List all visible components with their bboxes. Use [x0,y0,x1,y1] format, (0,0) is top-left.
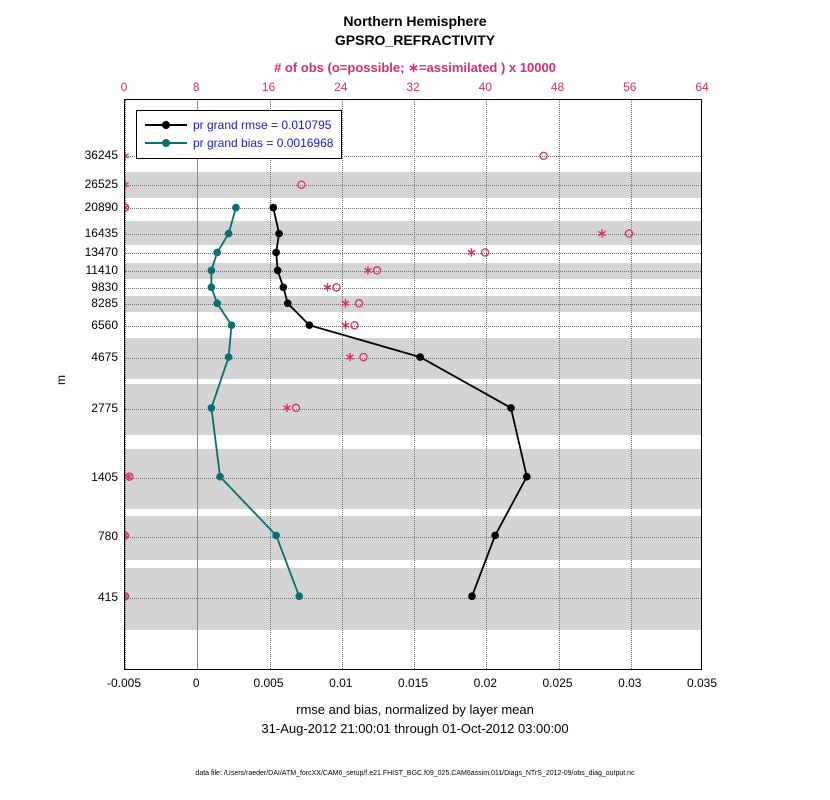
series-overlay [125,100,701,669]
data-point-star [598,229,605,237]
data-point [270,204,276,210]
x-tick-1: 0 [192,676,200,690]
data-point [214,300,220,306]
y-tick-5: 11410 [85,263,118,277]
x-tick-6: 0.025 [542,676,573,690]
title-line-1: Northern Hemisphere [343,13,487,29]
data-point [417,354,423,360]
series-line [211,208,299,597]
x-tick-0: -0.005 [106,676,142,690]
x-tick-3: 0.01 [329,676,353,690]
top-tick-6: 48 [550,80,565,94]
data-point [492,532,498,538]
x-tick-2: 0.005 [253,676,284,690]
top-tick-1: 8 [192,80,200,94]
data-point-star [124,152,129,160]
x-tick-5: 0.02 [473,676,497,690]
top-tick-5: 40 [478,80,492,94]
data-point [225,354,231,360]
data-point [280,284,286,290]
data-point [469,593,475,599]
data-point [306,322,312,328]
legend-item-rmse [145,116,333,134]
data-point-open [333,284,340,291]
data-point [524,473,530,479]
x-tick-4: 0.015 [397,676,429,690]
legend-item-bias [145,134,333,152]
data-point-star [283,404,290,412]
data-point-open [298,181,305,188]
data-point [228,322,234,328]
legend-label-rmse: pr grand rmse = 0.010795 [193,118,332,132]
y-tick-11: 1405 [91,470,118,484]
y-tick-8: 6560 [91,318,118,332]
legend-swatch-rmse [145,119,187,131]
legend-label-bias: pr grand bias = 0.0016968 [193,136,334,150]
data-point-star [342,321,349,329]
data-point [208,267,214,273]
top-tick-4: 32 [406,80,420,94]
legend [136,110,342,159]
x-tick-7: 0.03 [618,676,642,690]
top-tick-8: 64 [695,80,709,94]
data-point [274,267,280,273]
data-point-open [292,404,299,411]
data-point-star [342,299,349,307]
y-tick-3: 16435 [84,226,118,240]
data-point [276,230,282,236]
y-tick-4: 13470 [84,245,118,259]
data-point [508,405,514,411]
data-point-open [360,354,367,361]
data-point-star [124,181,129,189]
data-point [233,204,239,210]
title-line-2: GPSRO_REFRACTIVITY [334,32,496,48]
series-line [273,208,527,597]
top-axis-title: # of obs (o=possible; ∗=assimilated ) x 10000 [274,60,556,75]
y-tick-6: 9830 [91,280,118,294]
data-point-open [540,152,547,159]
x-axis-label: rmse and bias, normalized by layer mean [296,702,534,717]
top-tick-7: 56 [623,80,637,94]
data-point [208,284,214,290]
time-range-label: 31-Aug-2012 21:00:01 through 01-Oct-2012 03:00:00 [261,721,569,736]
data-point-star [324,283,331,291]
data-point [273,249,279,255]
data-point-star [468,248,475,256]
data-point-open [625,230,632,237]
y-tick-9: 4675 [91,350,118,364]
y-tick-13: 415 [97,590,118,604]
data-point [296,593,302,599]
data-point [217,473,223,479]
data-point-open [351,322,358,329]
data-point-star [346,353,353,361]
data-point [208,405,214,411]
y-axis-label: m [54,375,68,385]
data-point [285,300,291,306]
plot-area [124,99,702,670]
data-point [273,532,279,538]
data-point-star [364,266,371,274]
data-point-open [481,249,488,256]
top-tick-2: 16 [261,80,276,94]
data-point-open [355,300,362,307]
chart-title [0,12,830,50]
data-file-label: data file: /Users/raeder/DAI/ATM_forcXX/CAM6_setup/f.e21.FHIST_BGC.f09_025.CAM6assim.011/Diags_NTrS_2012-09/obs_diag_output.nc [195,770,635,777]
y-tick-7: 8285 [91,296,118,310]
top-tick-0: 0 [120,80,128,94]
legend-swatch-bias [145,137,187,149]
y-tick-1: 26525 [84,177,118,191]
y-tick-10: 2775 [91,401,118,415]
y-tick-12: 780 [97,529,118,543]
y-tick-0: 36245 [84,148,118,162]
data-point [214,249,220,255]
y-tick-2: 20890 [84,200,118,214]
top-tick-3: 24 [334,80,348,94]
data-point [225,230,231,236]
data-point-open [373,267,380,274]
x-tick-8: 0.035 [686,676,718,690]
